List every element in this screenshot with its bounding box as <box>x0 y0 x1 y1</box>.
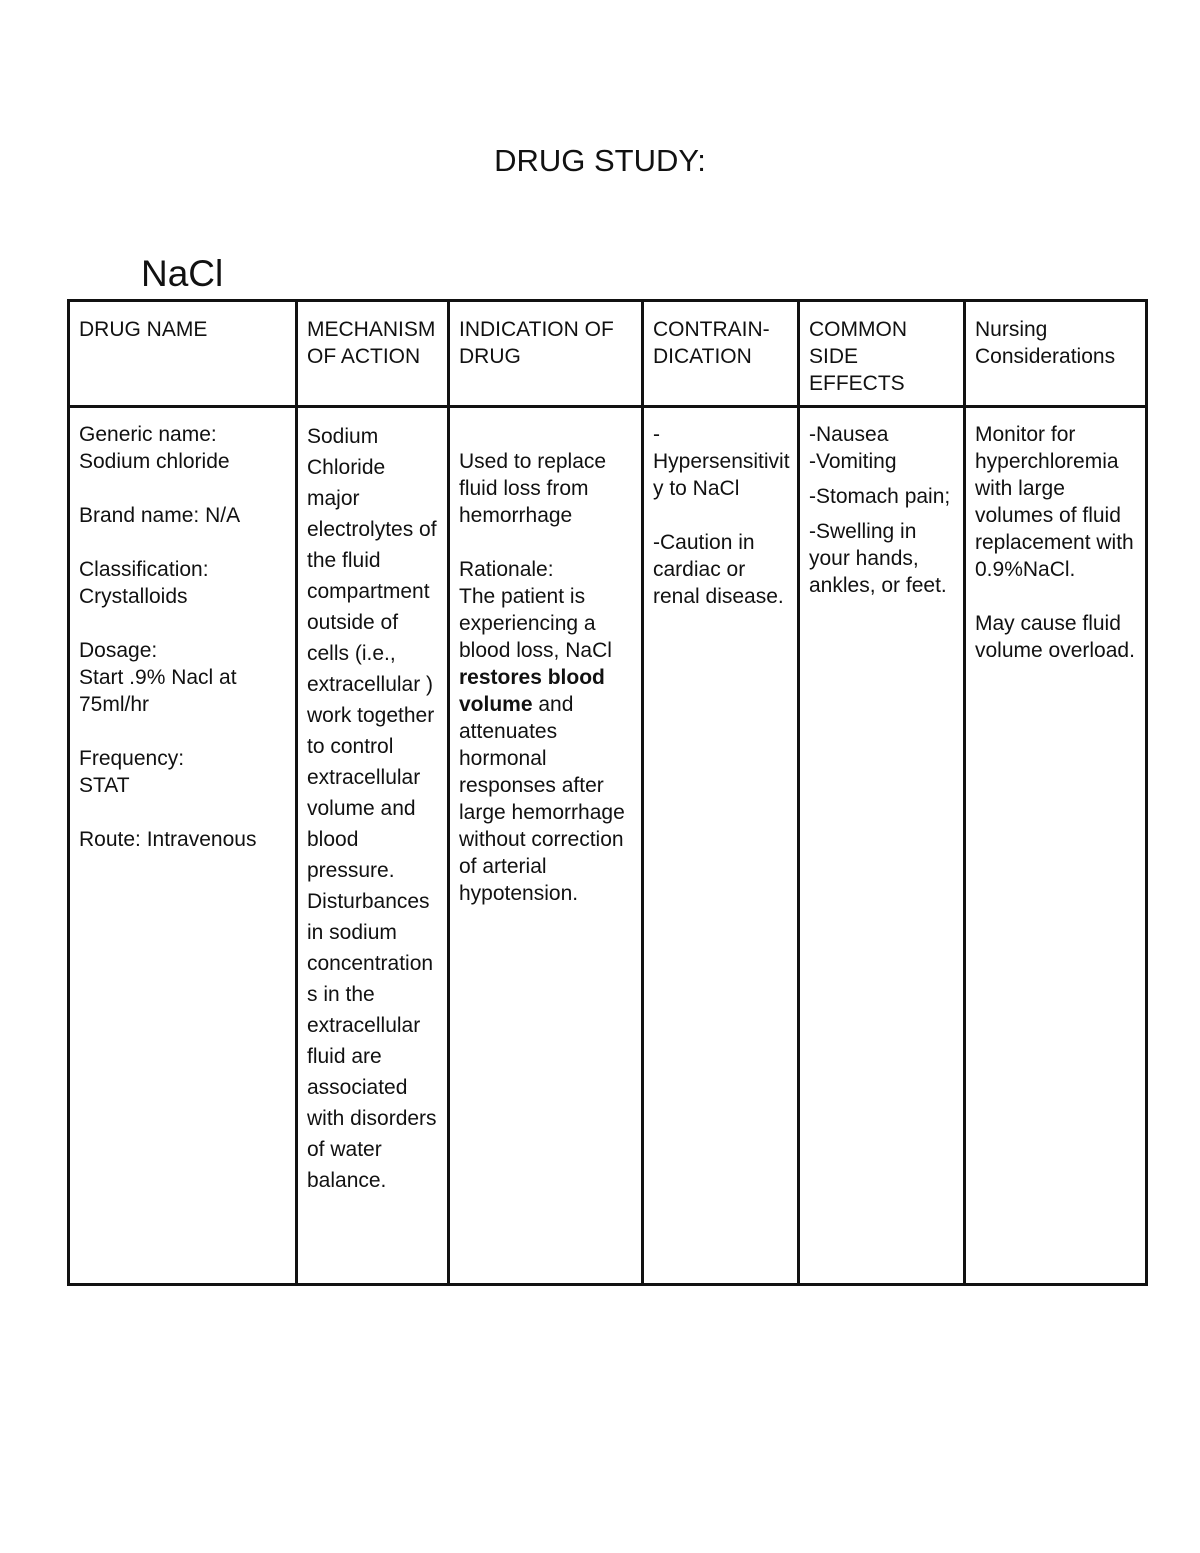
side-effects-cell <box>799 407 965 1285</box>
contraindication-item: -Caution in cardiac or renal disease. <box>653 531 784 608</box>
route: Route: Intravenous <box>79 828 257 851</box>
indication-use: Used to replace fluid loss from hemorrhage <box>459 450 607 527</box>
header-mechanism: MECHANISM OF ACTION <box>297 301 449 407</box>
contraindication-item: -Hypersensitivity to NaCl <box>653 423 790 500</box>
table-row <box>69 407 1147 1285</box>
drug-heading: NaCl <box>141 253 224 294</box>
indication-cell <box>449 407 643 1285</box>
rationale-bold: restores blood volume <box>459 666 605 716</box>
nursing-item: Monitor for hyperchloremia with large volumes of fluid replacement with 0.9%NaCl. <box>975 423 1134 581</box>
dosage-label: Dosage: <box>79 639 158 662</box>
contraindication-cell <box>643 407 799 1285</box>
side-effect-item: -Vomiting <box>809 450 897 473</box>
side-effect-item: -Nausea <box>809 423 889 446</box>
mechanism-cell <box>297 407 449 1285</box>
drug-study-table <box>67 299 1148 1286</box>
nursing-cell <box>965 407 1147 1285</box>
classification-label: Classification: <box>79 558 209 581</box>
rationale-label: Rationale: <box>459 558 554 581</box>
frequency-value: STAT <box>79 774 130 797</box>
drug-name-cell <box>69 407 297 1285</box>
nursing-item: May cause fluid volume overload. <box>975 612 1135 662</box>
header-nursing: Nursing Considerations <box>965 301 1147 407</box>
side-effect-item: -Stomach pain; <box>809 485 951 508</box>
classification-value: Crystalloids <box>79 585 188 608</box>
header-contraindication: CONTRAIN-DICATION <box>643 301 799 407</box>
rationale-start: The patient is experiencing a blood loss, NaCl <box>459 585 612 662</box>
brand-name: Brand name: N/A <box>79 504 241 527</box>
side-effect-item: -Swelling in your hands, ankles, or feet. <box>809 520 947 597</box>
generic-name-value: Sodium chloride <box>79 450 230 473</box>
header-drug-name: DRUG NAME <box>69 301 297 407</box>
mechanism-text: Sodium Chloride major electrolytes of the fluid compartment outside of cells (i.e., extracellular ) work together to control extracellular volume and blood pressure. Disturbances in sodium concentrations in the extracellular fluid are associated with disorders of water balance. <box>307 425 437 1192</box>
rationale-end: and attenuates hormonal responses after large hemorrhage without correction of arterial hypotension. <box>459 693 625 905</box>
generic-name-label: Generic name: <box>79 423 217 446</box>
rationale-text <box>459 583 635 907</box>
frequency-label: Frequency: <box>79 747 185 770</box>
header-side-effects: COMMON SIDE EFFECTS <box>799 301 965 407</box>
document-title: DRUG STUDY: <box>494 143 706 178</box>
header-indication: INDICATION OF DRUG <box>449 301 643 407</box>
table-header-row <box>69 301 1147 407</box>
dosage-value: Start .9% Nacl at 75ml/hr <box>79 666 237 716</box>
